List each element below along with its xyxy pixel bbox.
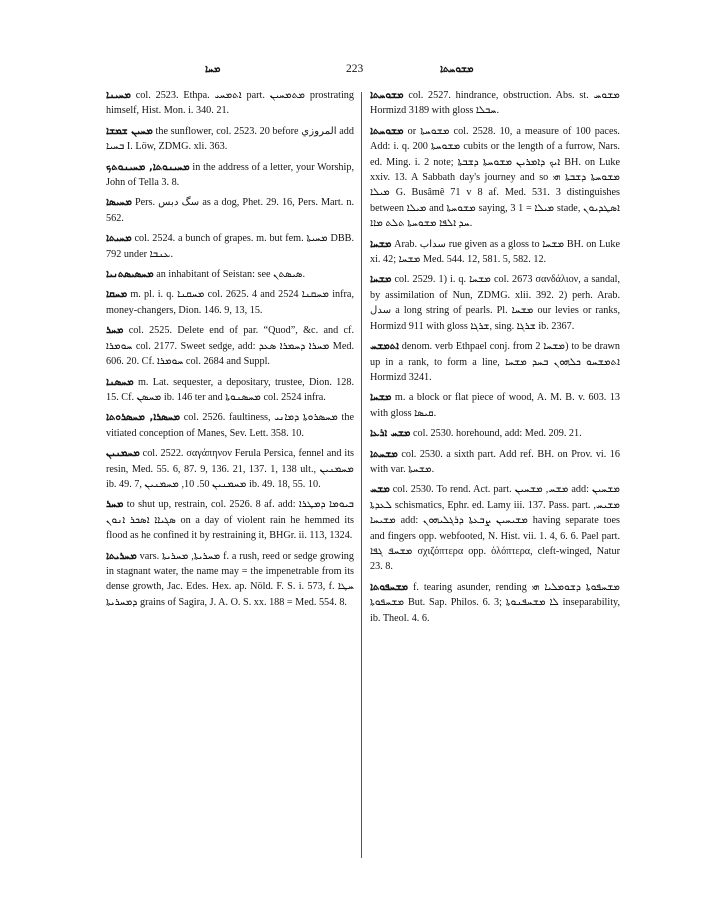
entry-headword: ܡܚܝܢ ܫܡܫܐ: [106, 125, 153, 137]
entry-headword: ܡܚܣܪܐ, ܡܚܣܪܘܬܐ: [106, 412, 181, 424]
dictionary-entry: [106, 267, 354, 282]
dictionary-entry: [106, 497, 354, 543]
dictionary-entry: [106, 231, 354, 262]
entry-text: m. Lat. sequester, a depositary, trustee, Dion. 128. 15. Cf. ܡܚܣܢ ib. 146 ter and ܡܚܣܢܘܬܐ col. 2524 infra.: [106, 376, 354, 403]
entry-headword: ܡܚܩܐ: [106, 289, 128, 301]
entry-headword: ܐܬܡܫܚ: [370, 341, 399, 353]
entry-headword: ܡܚܡܢܝܢ: [106, 448, 140, 460]
entry-text: col. 2530. horehound, add: Med. 209. 21.: [410, 428, 582, 440]
entry-text: denom. verb Ethpael conj. from ܡܫܚܐ 2) to be drawn up in a rank, to form a line, ܐܬܡܫܚܘ ܟܠܗܘܢ ܒܚܕ ܡܫܚܐ Hormizd 3241.: [370, 341, 620, 383]
entry-headword: ܡܫܚܐ: [370, 274, 392, 286]
entry-headword: ܡܫܚ ܐܪܥܐ: [370, 428, 411, 440]
entry-text: col. 2527. hindrance, obstruction. Abs. st. ܡܫܘܚ Hormizd 3189 with gloss ܚܒܠܐ.: [370, 90, 620, 117]
entry-text: col. 2530. a sixth part. Add ref. BH. on Prov. vi. 16 with var. ܡܫܚܬܐ.: [370, 448, 620, 475]
entry-text: col. 2522. σαγάπηνον Ferula Persica, fennel and its resin, Med. 55. 6, 87. 9, 136. 21, 137. 1, 138 ult., ܡܚܡܢܝܢ ib. 49. 7, ܡܚܡܢܝܢ 50. 10, ܡܚܡܢܝܢ ib. 49. 18, 55. 10.: [106, 448, 354, 490]
dictionary-entry: [106, 375, 354, 406]
right-column: [370, 88, 620, 631]
entry-text: col. 2523. Ethpa. ܐܬܡܚܝ part. ܡܬܡܚܝܢ prostrating himself, Hist. Mon. i. 340. 21.: [106, 90, 354, 117]
dictionary-entry: [106, 160, 354, 191]
entry-text: to shut up, restrain, col. 2526. 8 af. add: ܒܝܘܡܐ ܕܡܛܪܐ ܣܓܝܐܐ ܐܣܟܪ ܐܢܘܢ on a day of violent rain he hemmed its flood as he confined it by restraining it, BHGr. ii. 113, 1324.: [106, 499, 355, 542]
dictionary-entry: [106, 88, 354, 119]
dictionary-entry: [370, 482, 620, 574]
entry-headword: ܡܚܝܢܘܬܐ, ܡܚܝܢܘܬܟ: [106, 161, 190, 173]
dictionary-entry: [106, 323, 354, 369]
entry-text: col. 2529. 1) i. q. ܡܫܚܐ col. 2673 σανδάλιον, a sandal, by assimilation of Nun, ZDMG. xlii. 392. 2) perh. Arab. سدل a long string of pearls. Pl. ܡܫܚܐ our levies or ranks, Hormizd 911 with gloss ܫܪܓܐ, sing. ܫܪܓܐ ib. 2367.: [370, 274, 620, 332]
entry-headword: ܡܫܘܚܬܐ: [370, 125, 404, 137]
entry-headword: ܡܚܝܣܐ: [106, 197, 132, 209]
entry-text: an inhabitant of Seistan: see ܣܝܣܬܢ.: [153, 269, 306, 281]
entry-headword: ܡܚܣܝܣܬܢܝܐ: [106, 269, 154, 281]
entry-text: m. pl. i. q. ܡܚܩܢܐ col. 2625. 4 and ܡܚܩܢܐ 2524 infra, money-changers, Dion. 146. 9, 13, 15.: [106, 289, 355, 316]
dictionary-entry: [370, 124, 620, 232]
column-divider: [361, 92, 362, 858]
dictionary-entry: [370, 237, 620, 268]
dictionary-entry: [370, 272, 620, 334]
entry-headword: ܡܫܚܦܘܬܐ: [370, 581, 409, 593]
entry-text: col. 2524. a bunch of grapes. m. but fem. ܡܚܝܬܐ DBB. 792 under ܥܢܒܐ.: [106, 233, 354, 260]
entry-headword: ܡܚܝܬܐ: [106, 233, 132, 245]
running-head-left: ܡܚܐ: [205, 64, 221, 75]
entry-text: Pers. سگ دبس as a dog, Phet. 29. 16, Pers. Mart. n. 562.: [106, 197, 355, 224]
entry-headword: ܡܚܪ: [106, 325, 124, 337]
page-number: 223: [346, 63, 364, 75]
entry-headword: ܡܫܚܬܐ: [370, 448, 398, 460]
entry-headword: ܡܚܣܢܐ: [106, 376, 134, 388]
dictionary-entry: [106, 124, 354, 155]
entry-text: col. 2526. faultiness, ܡܚܣܪܘܬܐ ܕܡܐܢܝ the vitiated conception of Manes, Sev. Lett. 358. 10.: [106, 412, 354, 439]
entry-headword: ܡܚܪ: [106, 499, 124, 511]
dictionary-entry: [106, 410, 354, 441]
entry-headword: ܡܫܘܚܬܐ: [370, 90, 404, 101]
entry-text: or ܡܫܘܚܬܐ col. 2528. 10, a measure of 100 paces. Add: i. q. ܡܫܘܚܬܐ 200 cubits or the length of a furrow, Nars. ed. Ming. i. 2 note; ܐܝܟ ܕܐܡܪܝܢ ܡܫܘܚܬܐ ܕܫܒܬܐ BH. on Luke xxiv. 13. A Sabbath day's journey and so ܡܫܘܚܬܐ ܕܫܒܬܐ ܗܝ ܡܝܠܐ G. Busâmê 71 v 8 af. Med. 531. 3 distinguishes between ܡܝܠܐ and ܡܫܘܚܬܐ saying, 3 ܡܝܠܐ = 1 stade, ܐܣܛܕܝܘܢ ܚܕ ܐܠܦܐ ܡܫܘܚܬܐ ܬܠܬ ܡܐܐ.: [370, 125, 621, 230]
entry-headword: ܡܫܚܐ: [370, 392, 392, 404]
dictionary-entry: [106, 195, 354, 226]
entry-text: the sunflower, col. 2523. 20 before المروزي add ܒܚܝܐ I. Löw, ZDMG. xli. 363.: [106, 125, 354, 153]
dictionary-entry: [106, 549, 354, 611]
entry-headword: ܡܫܚ: [370, 484, 390, 496]
entry-text: col. 2525. Delete end of par. “Quod”, &c. and cf. ܚܘܡܪܐ col. 2177. Sweet sedge, add: ܡܚܪܐ ܕܚܡܪܐ ܣܥܕ Med. 606. 20. Cf. ܚܘܡܪܐ col. 2684 and Suppl.: [106, 325, 354, 368]
entry-text: m. a block or flat piece of wood, A. M. B. v. 603. 13 with gloss ܩܝܣܐ.: [370, 392, 620, 419]
running-head-right: ܡܫܘܚܬܐ: [440, 64, 474, 75]
dictionary-entry: [106, 287, 354, 318]
entry-text: Arab. سداب rue given as a gloss to ܡܫܚܐ BH. on Luke xi. 42; ܡܫܚܐ Med. 544. 12, 581. 5, 582. 12.: [370, 238, 620, 266]
entry-headword: ܡܫܚܐ: [370, 238, 392, 250]
dictionary-entry: [106, 446, 354, 492]
dictionary-entry: [370, 88, 620, 119]
entry-text: col. 2530. To rend. Act. part. ܡܫܚ, ܡܫܚܝܢ add: ܡܫܚܝܢ ܠܥܕܬܐ schismatics, Ephr. ed. Lamy iii. 137. Pass. part. ܡܫܝܚ, ܡܫܝܚܐ add: ܡܫܝܚܝܢ ܨܒܥܬܐ ܕܪܓܠܝܗܘܢ having separate toes and fingers opp. webfooted, N. Hist. vii. 1. 4, 6. 6. Pael part. ܡܫܚܦ ܓܦܐ σχιζόπτερα opp. ὁλόπτερα, cleft-winged, Natur 23. 8.: [370, 484, 621, 573]
entry-headword: ܡܚܪܝܬܐ: [106, 550, 137, 562]
entry-text: in the address of a letter, your Worship, John of Tella 3. 8.: [106, 161, 354, 189]
dictionary-entry: [370, 426, 620, 441]
entry-text: vars. ܡܚܪܝܬܐ, ܡܚܪܝܬܐ f. a rush, reed or sedge growing in stagnant water, the name may = the impenetrable from its dense growth, Jac. Edes. Hex. ap. Nöld. F. S. i. 573, f. ܚܛܐ ܕܡܚܪܝܬܐ grains of Sagira, J. A. O. S. xx. 188 = Med. 554. 8.: [106, 550, 354, 608]
dictionary-entry: [370, 390, 620, 421]
dictionary-entry: [370, 580, 620, 626]
dictionary-entry: [370, 447, 620, 478]
entry-text: f. tearing asunder, rending ܡܫܚܦܘܬܐ ܕܫܘܡܠܝܐ ܗܝ ܡܫܚܦܘܬܐ But. Sap. Philos. 6. 3; ܠܐ ܡܫܚܦܢܘܬܐ inseparability, ib. Theol. 4. 6.: [370, 581, 621, 624]
entry-headword: ܡܚܝܢܐ: [106, 90, 131, 101]
dictionary-entry: [370, 339, 620, 385]
left-column: [106, 88, 354, 615]
